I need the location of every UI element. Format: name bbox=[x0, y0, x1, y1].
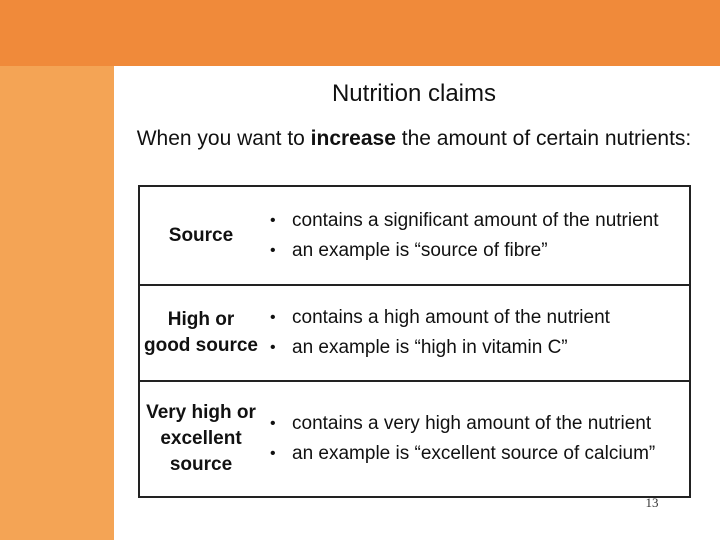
claim-details-list bbox=[266, 381, 686, 496]
list-item bbox=[266, 208, 686, 234]
bullet-icon: • bbox=[270, 309, 276, 326]
claim-label bbox=[140, 285, 262, 381]
list-item bbox=[266, 238, 686, 264]
list-item bbox=[266, 335, 686, 361]
claim-details-list bbox=[266, 285, 686, 381]
table-row-source bbox=[140, 187, 689, 285]
claim-label bbox=[140, 187, 262, 285]
slide-title: Nutrition claims bbox=[331, 80, 497, 107]
claim-label-text: Source bbox=[168, 225, 234, 246]
list-item bbox=[266, 411, 686, 437]
bullet-icon: • bbox=[270, 444, 276, 462]
list-item-text: an example is “excellent source of calcium” bbox=[292, 442, 656, 464]
table-row-excellent-source bbox=[140, 381, 689, 496]
table-row-high-source bbox=[140, 285, 689, 381]
claim-label-text: High or good source bbox=[143, 309, 258, 356]
claim-label bbox=[140, 381, 262, 496]
page-number: 13 bbox=[645, 495, 659, 510]
subtitle-text-start: When you want to bbox=[136, 127, 311, 150]
subtitle-emphasis: increase bbox=[310, 127, 396, 150]
list-item bbox=[266, 305, 686, 331]
top-accent-bar bbox=[0, 0, 720, 66]
list-item-text: an example is “high in vitamin C” bbox=[292, 337, 568, 358]
bullet-icon: • bbox=[270, 212, 276, 229]
left-accent-bar bbox=[0, 66, 114, 540]
list-item-text: contains a high amount of the nutrient bbox=[292, 307, 610, 328]
subtitle-text-end: the amount of certain nutrients: bbox=[395, 127, 692, 150]
bullet-icon: • bbox=[270, 242, 276, 259]
list-item-text: contains a significant amount of the nutrient bbox=[292, 210, 659, 231]
claim-label-text: Very high or excellent source bbox=[146, 401, 256, 475]
claim-details-list bbox=[266, 187, 686, 285]
bullet-icon: • bbox=[270, 414, 276, 432]
slide-subtitle bbox=[134, 124, 694, 153]
list-item-text: contains a very high amount of the nutrient bbox=[292, 412, 652, 434]
claims-table bbox=[138, 185, 691, 498]
list-item bbox=[266, 441, 686, 467]
bullet-icon: • bbox=[270, 339, 276, 356]
list-item-text: an example is “source of fibre” bbox=[292, 240, 548, 261]
